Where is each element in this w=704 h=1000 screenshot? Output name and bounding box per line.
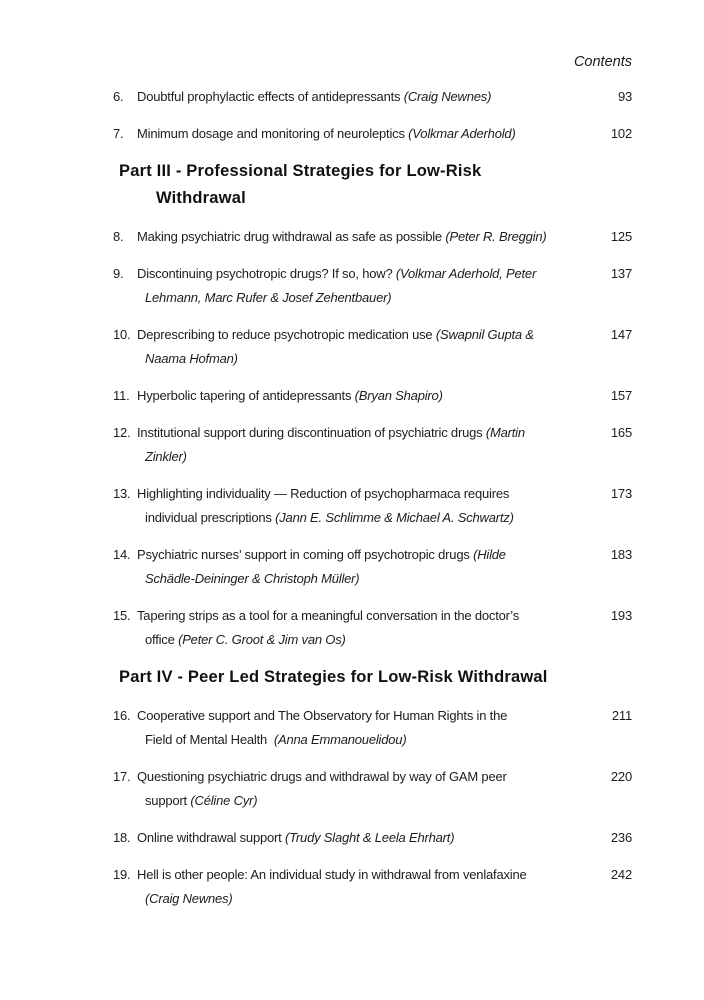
entry-title: [137, 482, 592, 530]
entry-authors: (Martin: [485, 425, 525, 440]
entry-page-number: 147: [610, 327, 632, 342]
entry-title: [137, 604, 592, 652]
entry-page-number: 93: [617, 89, 632, 104]
toc-entry: [113, 262, 632, 310]
entry-authors: Zinkler): [145, 449, 187, 464]
entry-number: 18.: [113, 830, 131, 845]
entry-authors: (Craig Newnes): [145, 891, 233, 906]
entry-title-text: Minimum dosage and monitoring of neuroleptics: [137, 126, 409, 141]
entry-authors: (Bryan Shapiro): [354, 388, 443, 403]
entry-title: [137, 262, 592, 310]
toc-list: [113, 85, 632, 911]
entry-authors: (Anna Emmanouelidou): [273, 732, 407, 747]
entry-title-text: Tapering strips as a tool for a meaningful conversation in the doctor’s: [137, 608, 520, 623]
entry-title-text: Highlighting individuality — Reduction of psychopharmaca requires: [137, 486, 510, 501]
toc-entry: [113, 863, 632, 911]
entry-authors: (Volkmar Aderhold, Peter: [395, 266, 537, 281]
entry-title-text: Hyperbolic tapering of antidepressants: [137, 388, 355, 403]
entry-authors: Lehmann, Marc Rufer & Josef Zehentbauer): [145, 290, 392, 305]
entry-page-number: 157: [610, 388, 632, 403]
entry-page-number: 236: [610, 830, 632, 845]
entry-number: 15.: [113, 608, 131, 623]
entry-title-text: Deprescribing to reduce psychotropic medication use: [137, 327, 436, 342]
entry-number: 16.: [113, 708, 131, 723]
entry-title: [137, 323, 592, 371]
running-header-label: Contents: [573, 54, 632, 70]
entry-page-number: 220: [610, 769, 632, 784]
entry-title-text: Hell is other people: An individual study in withdrawal from venlafaxine: [137, 867, 527, 882]
entry-title: [137, 863, 592, 911]
entry-title: [137, 704, 592, 752]
entry-title-text: individual prescriptions: [145, 510, 276, 525]
entry-page-number: 242: [610, 867, 632, 882]
toc-entry: [113, 482, 632, 530]
entry-title: [137, 421, 592, 469]
part-heading: [119, 664, 632, 691]
entry-number: 10.: [113, 327, 131, 342]
toc-entry: [113, 384, 632, 408]
entry-title-text: Making psychiatric drug withdrawal as safe as possible: [137, 229, 446, 244]
entry-number: 12.: [113, 425, 131, 440]
entry-number: 13.: [113, 486, 131, 501]
entry-authors: (Swapnil Gupta &: [435, 327, 534, 342]
entry-number: 7.: [113, 126, 124, 141]
entry-number: 11.: [113, 388, 130, 403]
entry-number: 14.: [113, 547, 131, 562]
running-header: [113, 52, 632, 72]
entry-authors: (Jann E. Schlimme & Michael A. Schwartz): [275, 510, 514, 525]
part-heading: [119, 158, 632, 212]
entry-title-text: Doubtful prophylactic effects of antidepressants: [137, 89, 404, 104]
entry-title: [137, 826, 592, 850]
entry-title-text: Questioning psychiatric drugs and withdrawal by way of GAM peer: [137, 769, 507, 784]
entry-title-text: Field of Mental Health: [145, 732, 274, 747]
entry-title: [137, 122, 592, 146]
entry-authors: (Hilde: [473, 547, 506, 562]
entry-authors: Naama Hofman): [145, 351, 238, 366]
entry-authors: (Peter R. Breggin): [445, 229, 547, 244]
entry-title-text: Cooperative support and The Observatory for Human Rights in the: [137, 708, 508, 723]
part-heading-line: Part IV - Peer Led Strategies for Low-Risk Withdrawal: [119, 668, 548, 686]
entry-page-number: 165: [610, 425, 632, 440]
toc-entry: [113, 225, 632, 249]
entry-page-number: 137: [610, 266, 632, 281]
entry-number: 8.: [113, 229, 124, 244]
toc-entry: [113, 604, 632, 652]
toc-entry: [113, 765, 632, 813]
entry-authors: (Céline Cyr): [190, 793, 258, 808]
entry-title-text: Institutional support during discontinuation of psychiatric drugs: [137, 425, 486, 440]
entry-title: [137, 543, 592, 591]
entry-page-number: 125: [610, 229, 632, 244]
entry-authors: Schädle-Deininger & Christoph Müller): [145, 571, 360, 586]
toc-entry: [113, 421, 632, 469]
entry-page-number: 211: [611, 708, 632, 723]
toc-entry: [113, 543, 632, 591]
part-heading-line: Withdrawal: [156, 189, 246, 207]
entry-authors: (Craig Newnes): [403, 89, 492, 104]
toc-entry: [113, 323, 632, 371]
entry-title: [137, 225, 592, 249]
entry-number: 6.: [113, 89, 124, 104]
entry-page-number: 183: [610, 547, 632, 562]
entry-authors: (Peter C. Groot & Jim van Os): [178, 632, 346, 647]
entry-title: [137, 85, 592, 109]
part-heading-line: Part III - Professional Strategies for Low-Risk: [119, 162, 482, 180]
toc-entry: [113, 85, 632, 109]
entry-authors: (Volkmar Aderhold): [408, 126, 516, 141]
entry-number: 17.: [113, 769, 131, 784]
entry-title: [137, 384, 592, 408]
entry-number: 19.: [113, 867, 131, 882]
entry-title-text: Psychiatric nurses’ support in coming off psychotropic drugs: [137, 547, 474, 562]
toc-entry: [113, 122, 632, 146]
entry-authors: (Trudy Slaght & Leela Ehrhart): [285, 830, 455, 845]
toc-entry: [113, 826, 632, 850]
entry-title: [137, 765, 592, 813]
toc-entry: [113, 704, 632, 752]
entry-title-text: support: [145, 793, 191, 808]
entry-page-number: 193: [610, 608, 632, 623]
entry-title-text: office: [145, 632, 179, 647]
entry-page-number: 102: [610, 126, 632, 141]
entry-number: 9.: [113, 266, 124, 281]
entry-page-number: 173: [610, 486, 632, 501]
entry-title-text: Online withdrawal support: [137, 830, 285, 845]
entry-title-text: Discontinuing psychotropic drugs? If so, how?: [137, 266, 396, 281]
